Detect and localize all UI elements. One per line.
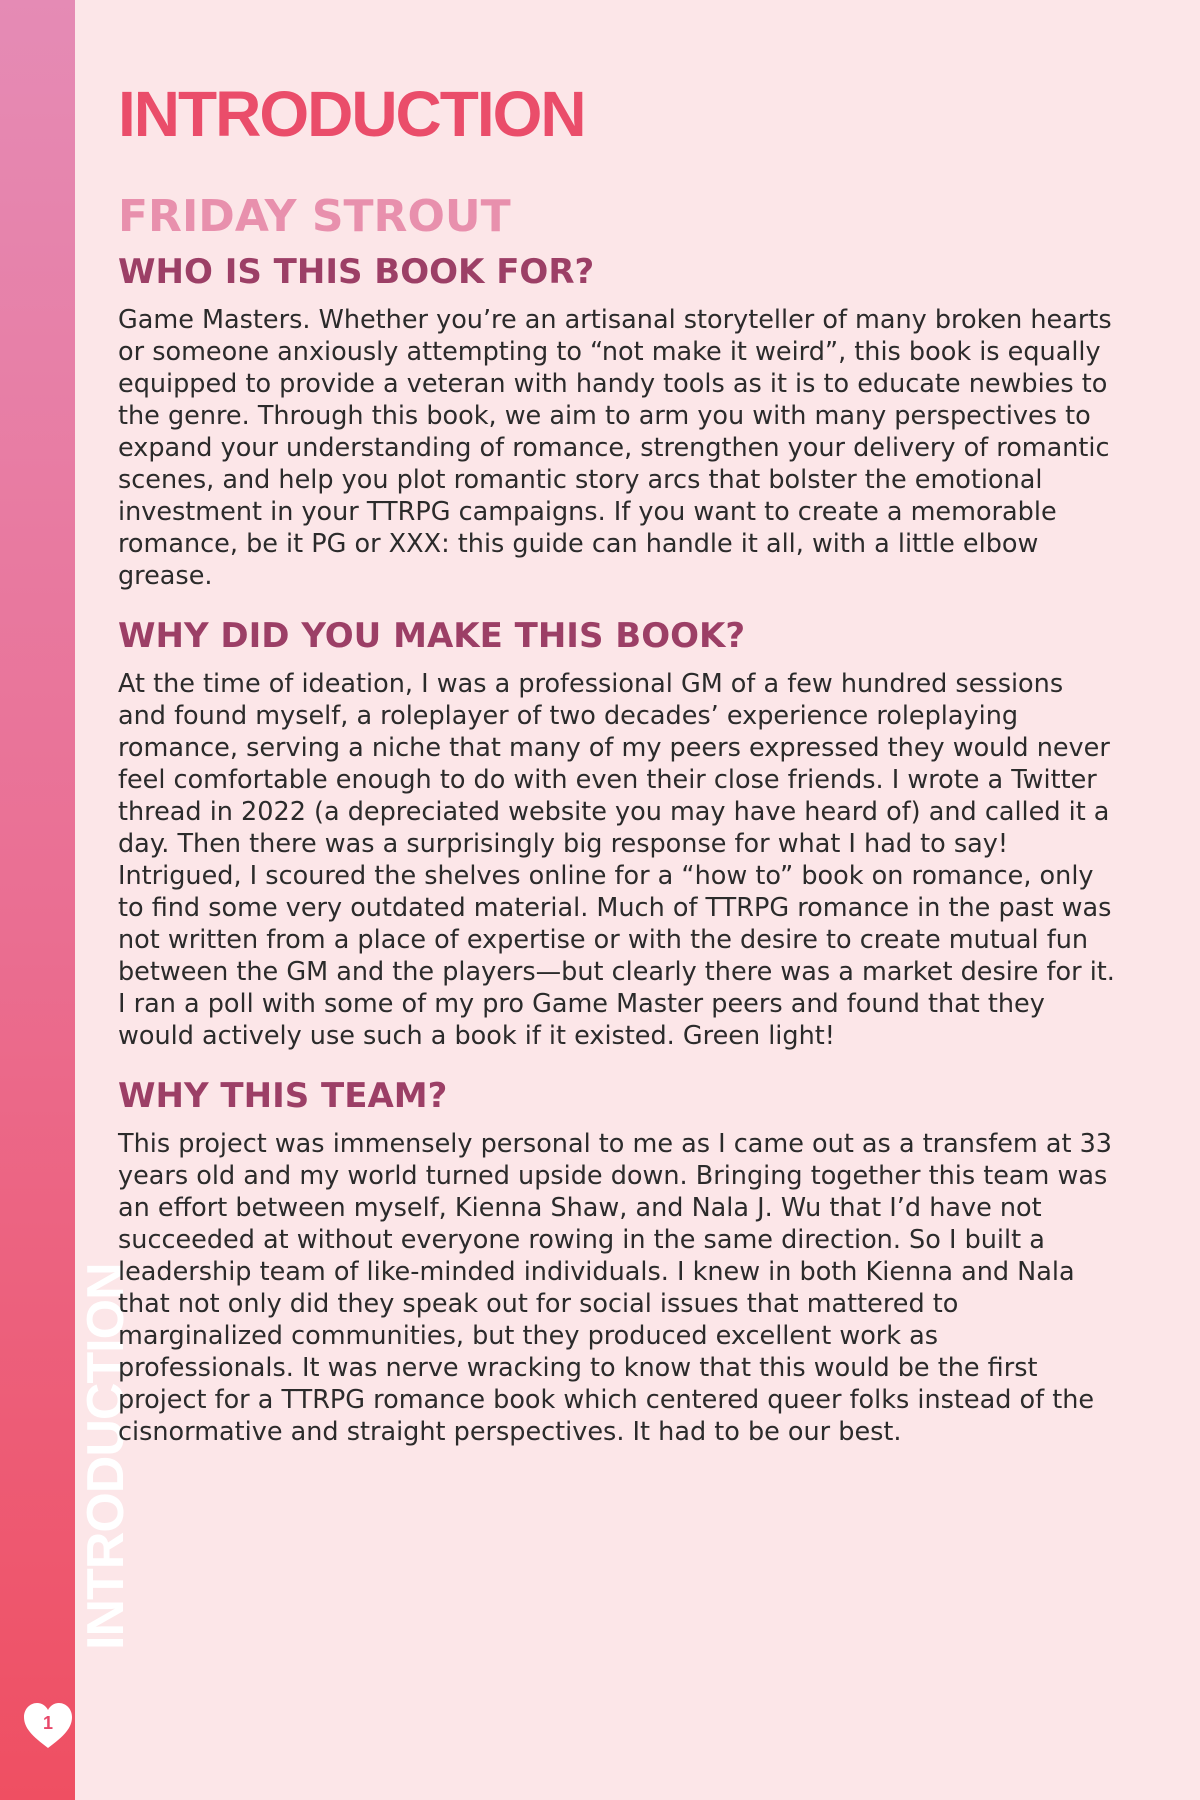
section-heading-why-team: WHY THIS TEAM? xyxy=(118,1076,448,1116)
page-content xyxy=(118,78,1118,1448)
section-heading-why-book: WHY DID YOU MAKE THIS BOOK? xyxy=(118,616,746,656)
sidebar-chapter-label: INTRODUCTION xyxy=(77,1263,135,1650)
section-body-why-book: At the time of ideation, I was a professional GM of a few hundred sessions and found myself, a roleplayer of two decades’ experience roleplaying romance, serving a niche that many of my peers expressed they would never feel comfortable enough to do with even their close friends. I wrote a Twitter thread in 2022 (a depreciated website you may have heard of) and called it a day. Then there was a surprisingly big response for what I had to say! Intrigued, I scoured the shelves online for a “how to” book on romance, only to find some very outdated material. Much of TTRPG romance in the past was not written from a place of expertise or with the desire to create mutual fun between the GM and the players—but clearly there was a market desire for it. I ran a poll with some of my pro Game Master peers and found that they would actively use such a book if it existed. Green light! xyxy=(118,669,1115,1051)
section-body-why-team: This project was immensely personal to me as I came out as a transfem at 33 years old and my world turned upside down. Bringing together this team was an effort between myself, Kienna Shaw, and Nala J. Wu that I’d have not succeeded at without everyone rowing in the same direction. So I built a leadership team of like-minded individuals. I knew in both Kienna and Nala that not only did they speak out for social issues that mattered to marginalized communities, but they produced excellent work as professionals. It was nerve wracking to know that this would be the first project for a TTRPG romance book which centered queer folks instead of the cisnormative and straight perspectives. It had to be our best. xyxy=(118,1129,1113,1447)
page-number: 1 xyxy=(42,1713,53,1733)
author-name: FRIDAY STROUT xyxy=(118,191,511,242)
section-body-who: Game Masters. Whether you’re an artisanal storyteller of many broken hearts or someone anxiously attempting to “not make it weird”, this book is equally equipped to provide a veteran with handy tools as it is to educate newbies to the genre. Through this book, we aim to arm you with many perspectives to expand your understanding of romance, strengthen your delivery of romantic scenes, and help you plot romantic story arcs that bolster the emotional investment in your TTRPG campaigns. If you want to create a memorable romance, be it PG or XXX: this guide can handle it all, with a little elbow grease. xyxy=(118,305,1112,591)
page-title: INTRODUCTION xyxy=(118,78,585,150)
section-heading-who: WHO IS THIS BOOK FOR? xyxy=(118,252,595,292)
sidebar-band xyxy=(0,0,75,1800)
